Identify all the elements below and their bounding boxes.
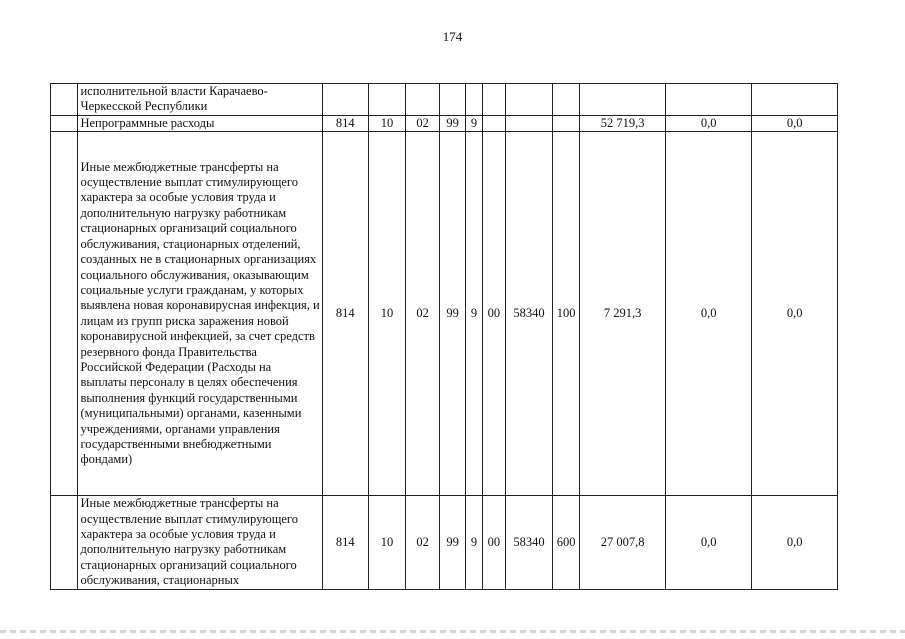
code-cell (406, 84, 440, 116)
code-cell: 58340 (506, 496, 553, 589)
amount-cell (665, 84, 752, 116)
code-cell: 10 (368, 115, 406, 131)
code-cell: 02 (406, 496, 440, 589)
amount-cell: 0,0 (665, 115, 752, 131)
code-cell: 600 (552, 496, 579, 589)
code-cell (506, 84, 553, 116)
code-cell: 10 (368, 496, 406, 589)
table-row (51, 496, 838, 589)
code-cell: 58340 (506, 132, 553, 496)
code-cell (506, 115, 553, 131)
amount-cell: 0,0 (752, 115, 838, 131)
code-cell (482, 115, 505, 131)
row-name: Непрограммные расходы (78, 115, 322, 131)
blank-cell (51, 84, 78, 116)
row-name: Иные межбюджетные трансферты на осуществление выплат стимулирующего характера за особые условия труда и дополнительную нагрузку работникам стационарных организаций социального обслуживания, стационарных отделений, созданных не в стационарных организациях социального обслуживания, оказывающим социальные услуги гражданам, у которых выявлена новая коронавирусная инфекция, и лицам из групп риска заражения новой коронавирусной инфекцией, за счет средств резервного фонда Правительства Российской Федерации (Расходы на выплаты персоналу в целях обеспечения выполнения функций государственными (муниципальными) органами, казенными учреждениями, органами управления государственными внебюджетными фондами) (78, 132, 322, 496)
amount-cell: 27 007,8 (580, 496, 666, 589)
scan-artifact-line (0, 630, 905, 633)
table-row (51, 115, 838, 131)
code-cell: 02 (406, 132, 440, 496)
amount-cell (752, 84, 838, 116)
code-cell: 02 (406, 115, 440, 131)
code-cell: 100 (552, 132, 579, 496)
code-cell (439, 84, 465, 116)
code-cell: 9 (466, 496, 482, 589)
amount-cell: 0,0 (665, 132, 752, 496)
code-cell (368, 84, 406, 116)
code-cell: 814 (322, 496, 368, 589)
code-cell: 99 (439, 496, 465, 589)
code-cell: 99 (439, 132, 465, 496)
amount-cell (580, 84, 666, 116)
code-cell: 99 (439, 115, 465, 131)
row-name: Иные межбюджетные трансферты на осуществление выплат стимулирующего характера за особые условия труда и дополнительную нагрузку работникам стационарных организаций социального обслуживания, стационарных (78, 496, 322, 589)
amount-cell: 52 719,3 (580, 115, 666, 131)
code-cell: 00 (482, 132, 505, 496)
code-cell (482, 84, 505, 116)
code-cell: 00 (482, 496, 505, 589)
code-cell: 9 (466, 115, 482, 131)
code-cell (552, 84, 579, 116)
amount-cell: 0,0 (752, 132, 838, 496)
code-cell (322, 84, 368, 116)
code-cell (552, 115, 579, 131)
code-cell: 10 (368, 132, 406, 496)
code-cell: 814 (322, 132, 368, 496)
code-cell (466, 84, 482, 116)
blank-cell (51, 115, 78, 131)
amount-cell: 7 291,3 (580, 132, 666, 496)
code-cell: 814 (322, 115, 368, 131)
table-row (51, 132, 838, 496)
code-cell: 9 (466, 132, 482, 496)
page-number: 174 (442, 29, 463, 44)
amount-cell: 0,0 (752, 496, 838, 589)
row-name: исполнительной власти Карачаево-Черкесской Республики (78, 84, 322, 116)
budget-table (50, 83, 838, 590)
table-row (51, 84, 838, 116)
blank-cell (51, 132, 78, 496)
amount-cell: 0,0 (665, 496, 752, 589)
blank-cell (51, 496, 78, 589)
